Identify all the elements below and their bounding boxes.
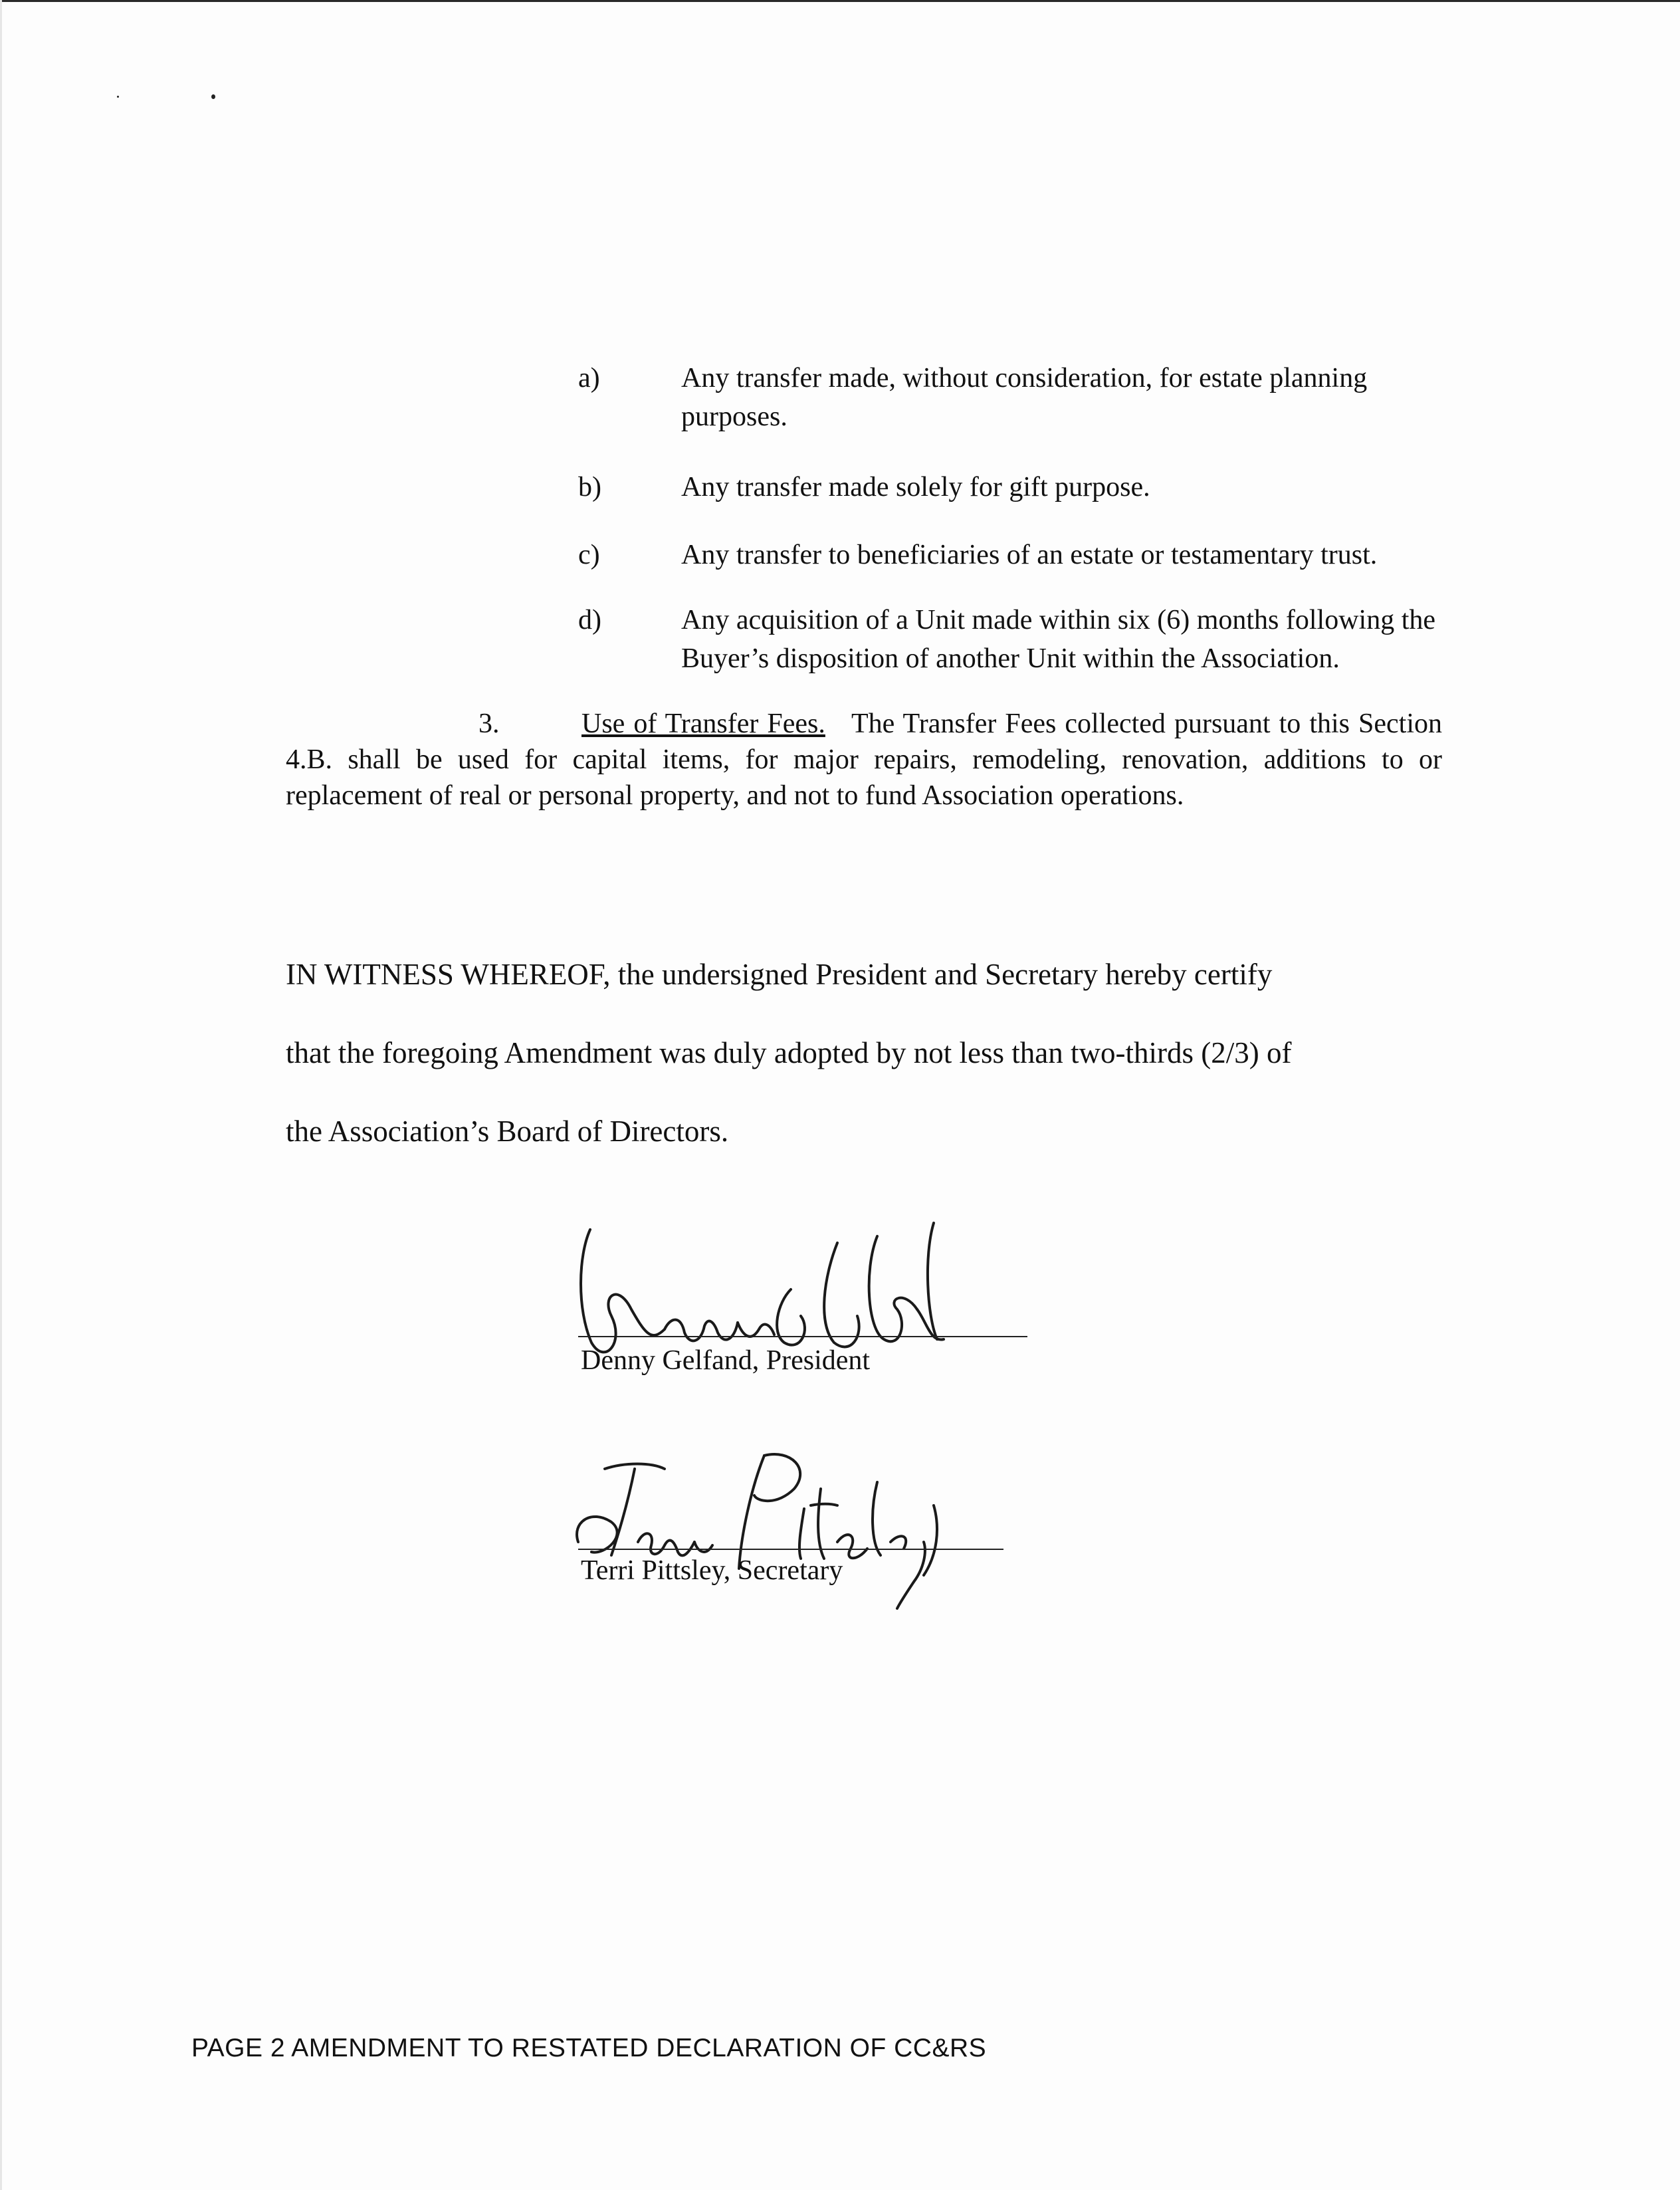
list-item-text: Any transfer made solely for gift purpose.: [681, 472, 1150, 502]
list-item-letter: a): [578, 363, 600, 393]
section-body: The Transfer Fees collected pursuant to this Section 4.B. shall be used for capital items, for major repairs, remodeling, renovation, additions to or replacement of real or personal property, and not to fund Association operations.: [286, 709, 1443, 811]
list-item-text: Any transfer made, without consideration, for estate planning purposes.: [681, 363, 1368, 432]
section-3-paragraph: [286, 706, 1442, 814]
secretary-name-title: Terri Pittsley, Secretary: [581, 1555, 843, 1586]
scan-speck: [211, 94, 215, 99]
scan-edge-left: [0, 0, 2, 2190]
president-name-title: Denny Gelfand, President: [581, 1345, 871, 1376]
scan-speck: [117, 96, 119, 98]
list-item-letter: d): [578, 605, 601, 635]
witness-line-2: that the foregoing Amendment was duly adopted by not less than two-thirds (2/3) of: [286, 1036, 1292, 1069]
president-signature-line: [578, 1336, 1027, 1337]
scan-edge-top: [0, 0, 1680, 2]
witness-line-3: the Association’s Board of Directors.: [286, 1115, 729, 1148]
list-item-letter: b): [578, 472, 601, 502]
page-footer: PAGE 2 AMENDMENT TO RESTATED DECLARATION OF CC&RS: [191, 2034, 987, 2062]
witness-line-1: IN WITNESS WHEREOF, the undersigned President and Secretary hereby certify: [286, 958, 1273, 991]
list-item-letter: c): [578, 540, 600, 570]
list-item-text: Any transfer to beneficiaries of an estate or testamentary trust.: [681, 540, 1378, 570]
section-heading: Use of Transfer Fees.: [581, 709, 825, 739]
section-number: 3.: [478, 709, 500, 739]
secretary-signature: [565, 1442, 964, 1615]
list-item-text: Any acquisition of a Unit made within six (6) months following the Buyer’s disposition of another Unit within the Association.: [681, 605, 1436, 674]
secretary-signature-line: [578, 1549, 1003, 1550]
